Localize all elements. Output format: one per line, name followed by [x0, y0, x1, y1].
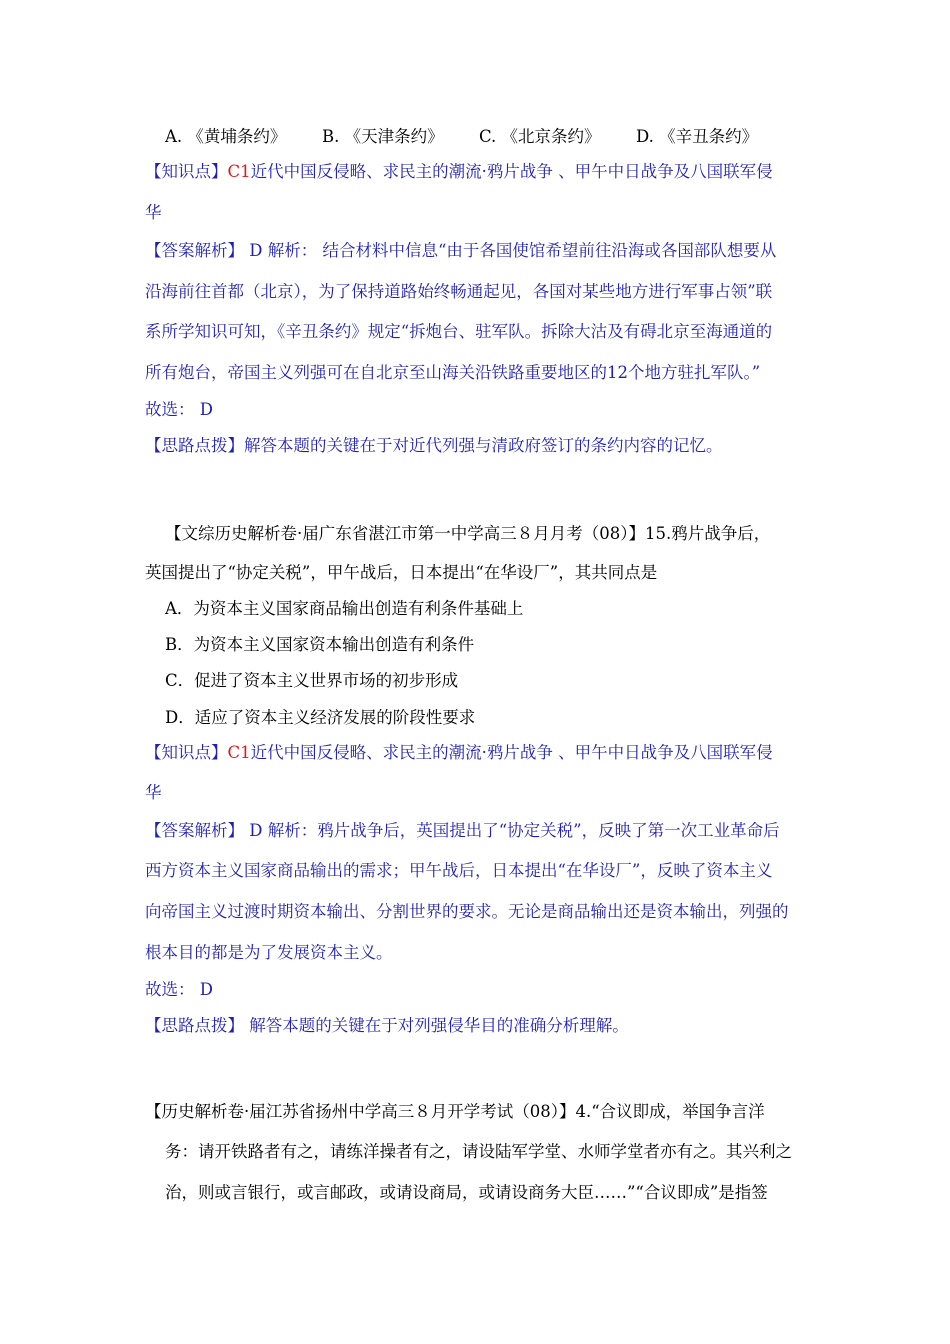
q2-option-b[interactable]: B．为资本主义国家资本输出创造有利条件	[165, 635, 475, 654]
q3-stem: 【历史解析卷·届江苏省扬州中学高三８月开学考试（08）】4.“合议即成，举国争言洋	[145, 1102, 765, 1121]
q1-answer-line-3: 系所学知识可知，《辛丑条约》规定“拆炮台、驻军队。拆除大沽及有碍北京至海通道的	[145, 322, 773, 341]
q1-tip	[145, 435, 723, 457]
q1-choice: 故选： D	[145, 400, 213, 419]
q1-answer-line-2: 沿海前往首都（北京），为了保持道路始终畅通起见，各国对某些地方进行军事占领”联	[145, 282, 773, 301]
q1-answer-analysis	[145, 240, 776, 262]
q2-stem-line-2: 英国提出了“协定关税”，甲午战后，日本提出“在华设厂”，其共同点是	[145, 563, 658, 582]
q2-stem: 【文综历史解析卷·届广东省湛江市第一中学高三８月月考（08）】15.鸦片战争后，	[165, 524, 771, 543]
q1-knowledge-point	[145, 161, 773, 183]
tip-tag: 【思路点拨】	[145, 436, 244, 455]
ans-text: D 解析：鸦片战争后，英国提出了“协定关税”，反映了第一次工业革命后	[244, 821, 780, 840]
q2-kp-continued: 华	[145, 783, 162, 802]
q2-option-d[interactable]: D．适应了资本主义经济发展的阶段性要求	[165, 708, 476, 727]
option-c[interactable]: C. 《北京条约》	[479, 127, 601, 146]
q2-option-a[interactable]: A．为资本主义国家商品输出创造有利条件基础上	[165, 599, 524, 618]
q1-kp-continued: 华	[145, 203, 162, 222]
q2-choice: 故选： D	[145, 980, 213, 999]
kp-code: C1	[227, 162, 251, 181]
option-b[interactable]: B. 《天津条约》	[322, 127, 444, 146]
option-d[interactable]: D. 《辛丑条约》	[636, 127, 759, 146]
q2-answer-line-2: 西方资本主义国家商品输出的需求；甲午战后，日本提出“在华设厂”，反映了资本主义	[145, 861, 773, 880]
q1-options	[165, 126, 758, 148]
kp-tag: 【知识点】	[145, 743, 228, 762]
tip-tag: 【思路点拨】	[145, 1016, 244, 1035]
ans-text: D 解析： 结合材料中信息“由于各国使馆希望前往沿海或各国部队想要从	[244, 241, 777, 260]
q1-answer-line-4: 所有炮台，帝国主义列强可在自北京至山海关沿铁路重要地区的12个地方驻扎军队。”	[145, 363, 761, 382]
q2-knowledge-point	[145, 742, 773, 764]
q2-option-c[interactable]: C．促进了资本主义世界市场的初步形成	[165, 671, 459, 690]
kp-code: C1	[227, 743, 251, 762]
q2-answer-analysis	[145, 820, 780, 842]
ans-tag: 【答案解析】	[145, 241, 244, 260]
ans-tag: 【答案解析】	[145, 821, 244, 840]
q2-answer-line-3: 向帝国主义过渡时期资本输出、分割世界的要求。无论是商品输出还是资本输出，列强的	[145, 902, 789, 921]
tip-text: 解答本题的关键在于对近代列强与清政府签订的条约内容的记忆。	[244, 436, 723, 455]
q2-tip	[145, 1015, 629, 1037]
q2-answer-line-4: 根本目的都是为了发展资本主义。	[145, 943, 393, 962]
q3-stem-line-3: 治，则或言银行，或言邮政，或请设商局，或请设商务大臣……”“合议即成”是指签	[165, 1183, 768, 1202]
option-a[interactable]: A. 《黄埔条约》	[165, 127, 287, 146]
kp-text: 近代中国反侵略、求民主的潮流·鸦片战争 、甲午中日战争及八国联军侵	[250, 162, 773, 181]
tip-text: 解答本题的关键在于对列强侵华目的准确分析理解。	[244, 1016, 629, 1035]
kp-tag: 【知识点】	[145, 162, 228, 181]
kp-text: 近代中国反侵略、求民主的潮流·鸦片战争 、甲午中日战争及八国联军侵	[250, 743, 773, 762]
q3-stem-line-2: 务：请开铁路者有之，请练洋操者有之，请设陆军学堂、水师学堂者亦有之。其兴利之	[165, 1142, 792, 1161]
